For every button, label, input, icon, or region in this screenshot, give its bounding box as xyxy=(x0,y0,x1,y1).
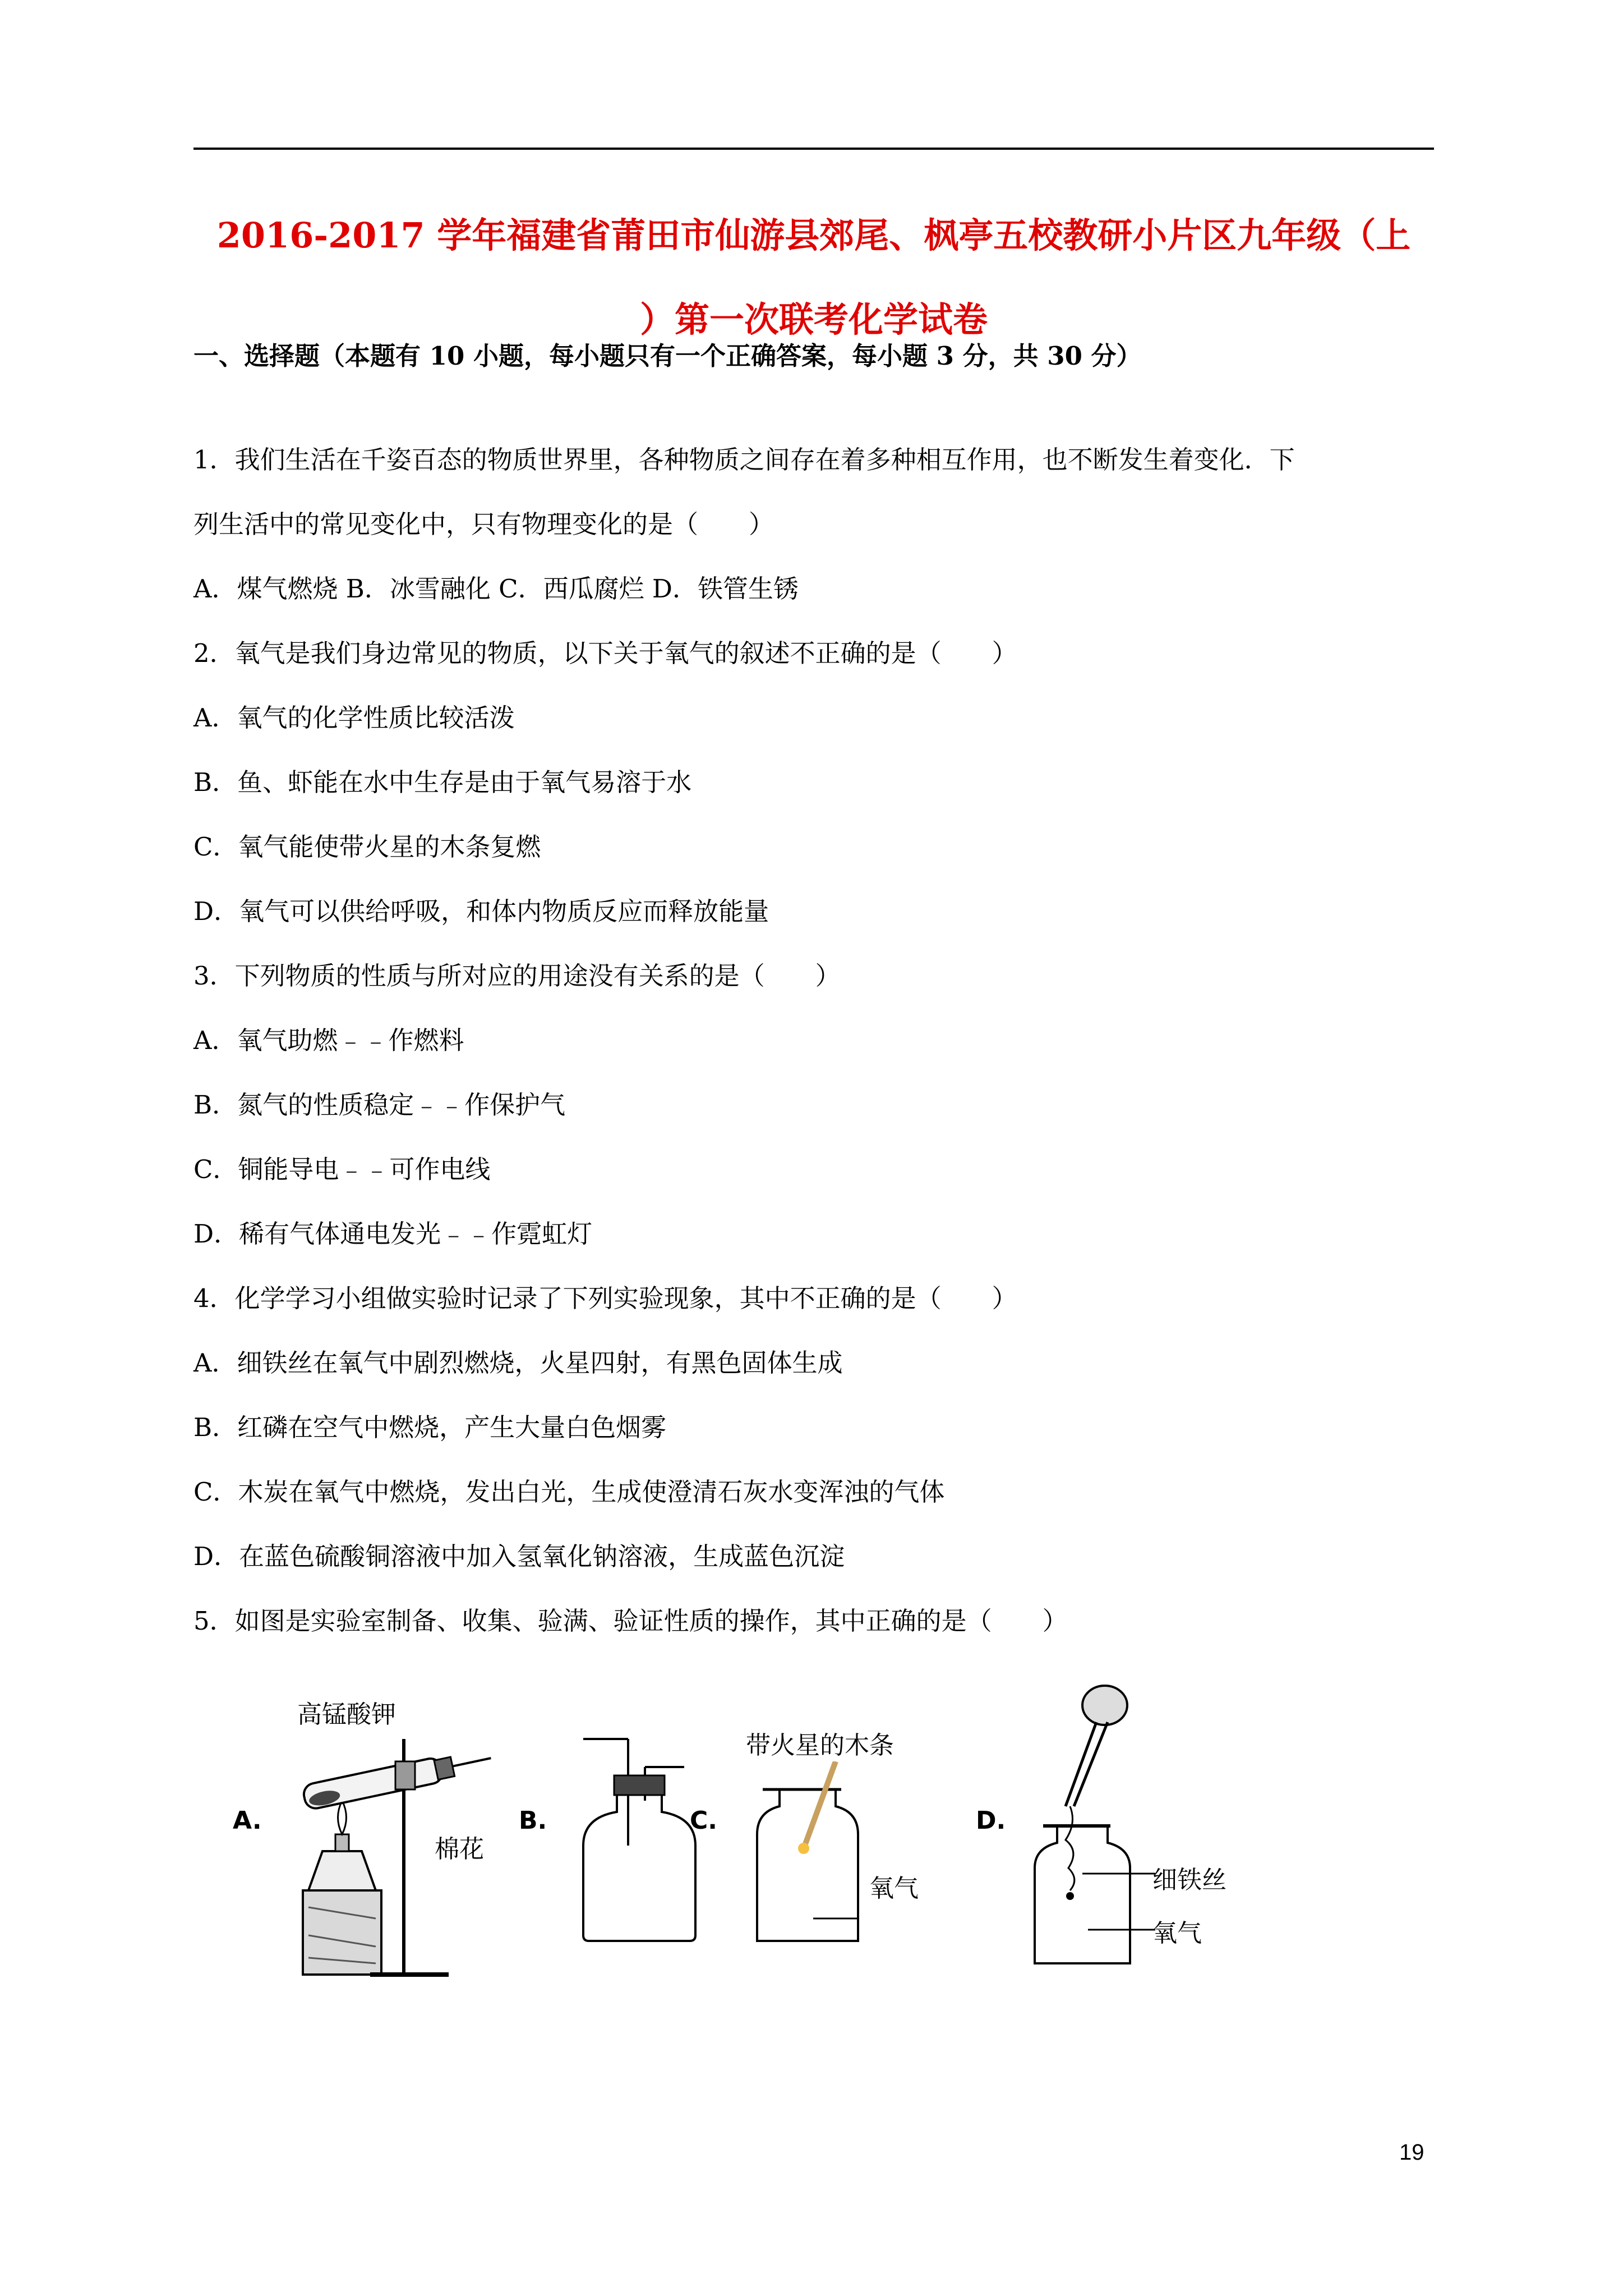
question-4-option-a: A．细铁丝在氧气中剧烈燃烧，火星四射，有黑色固体生成 xyxy=(193,1348,843,1378)
label-oxygen-c: 氧气 xyxy=(869,1874,919,1903)
question-2-stem: 2．氧气是我们身边常见的物质，以下关于氧气的叙述不正确的是（ ） xyxy=(193,638,1017,668)
figure-label-a: A. xyxy=(233,1806,262,1835)
question-3-option-d: D．稀有气体通电发光﹣﹣作霓虹灯 xyxy=(193,1219,593,1249)
label-oxygen-d: 氧气 xyxy=(1152,1919,1202,1948)
figure-label-d: D. xyxy=(976,1806,1006,1835)
question-1-options: A．煤气燃烧 B．冰雪融化 C．西瓜腐烂 D．铁管生锈 xyxy=(193,574,799,604)
question-4-option-d: D．在蓝色硫酸铜溶液中加入氢氧化钠溶液，生成蓝色沉淀 xyxy=(193,1542,845,1571)
question-4-option-b: B．红磷在空气中燃烧，产生大量白色烟雾 xyxy=(193,1412,667,1442)
apparatus-figure xyxy=(224,1677,1262,1991)
label-iron-wire: 细铁丝 xyxy=(1152,1866,1227,1894)
figure-label-b: B. xyxy=(519,1806,547,1835)
apparatus-c-drawing xyxy=(751,1761,875,1952)
question-1-stem-2: 列生活中的常见变化中，只有物理变化的是（ ） xyxy=(193,509,774,539)
question-3-stem: 3．下列物质的性质与所对应的用途没有关系的是（ ） xyxy=(193,961,841,991)
question-4-stem: 4．化学学习小组做实验时记录了下列实验现象，其中不正确的是（ ） xyxy=(193,1283,1017,1313)
apparatus-d-drawing xyxy=(1026,1677,1155,1969)
question-2-option-d: D．氧气可以供给呼吸，和体内物质反应而释放能量 xyxy=(193,896,769,926)
question-3-option-b: B．氮气的性质稳定﹣﹣作保护气 xyxy=(193,1090,566,1120)
exam-title-line-2: ）第一次联考化学试卷 xyxy=(639,299,988,340)
apparatus-a-drawing xyxy=(269,1722,505,1986)
question-3-option-a: A．氧气助燃﹣﹣作燃料 xyxy=(193,1025,464,1055)
section-heading: 一、选择题（本题有 10 小题，每小题只有一个正确答案，每小题 3 分，共 30 分） xyxy=(193,341,1142,371)
question-2-option-a: A．氧气的化学性质比较活泼 xyxy=(193,703,515,733)
figure-label-c: C. xyxy=(690,1806,718,1835)
question-3-option-c: C．铜能导电﹣﹣可作电线 xyxy=(193,1154,491,1184)
question-5-stem: 5．如图是实验室制备、收集、验满、验证性质的操作，其中正确的是（ ） xyxy=(193,1606,1068,1636)
question-4-option-c: C．木炭在氧气中燃烧，发出白光，生成使澄清石灰水变浑浊的气体 xyxy=(193,1477,945,1507)
exam-title-line-1: 2016-2017 学年福建省莆田市仙游县郊尾、枫亭五校教研小片区九年级（上 xyxy=(216,215,1411,256)
apparatus-b-drawing xyxy=(572,1733,701,1947)
question-2-option-b: B．鱼、虾能在水中生存是由于氧气易溶于水 xyxy=(193,767,692,797)
label-potassium-permanganate: 高锰酸钾 xyxy=(297,1700,396,1729)
header-rule xyxy=(193,148,1434,150)
label-glowing-splint: 带火星的木条 xyxy=(746,1731,894,1760)
page-number: 19 xyxy=(1399,2140,1424,2165)
question-2-option-c: C．氧气能使带火星的木条复燃 xyxy=(193,832,541,862)
question-1-stem-1: 1．我们生活在千姿百态的物质世界里，各种物质之间存在着多种相互作用，也不断发生着变化．下 xyxy=(193,445,1295,475)
label-cotton: 棉花 xyxy=(435,1835,484,1864)
